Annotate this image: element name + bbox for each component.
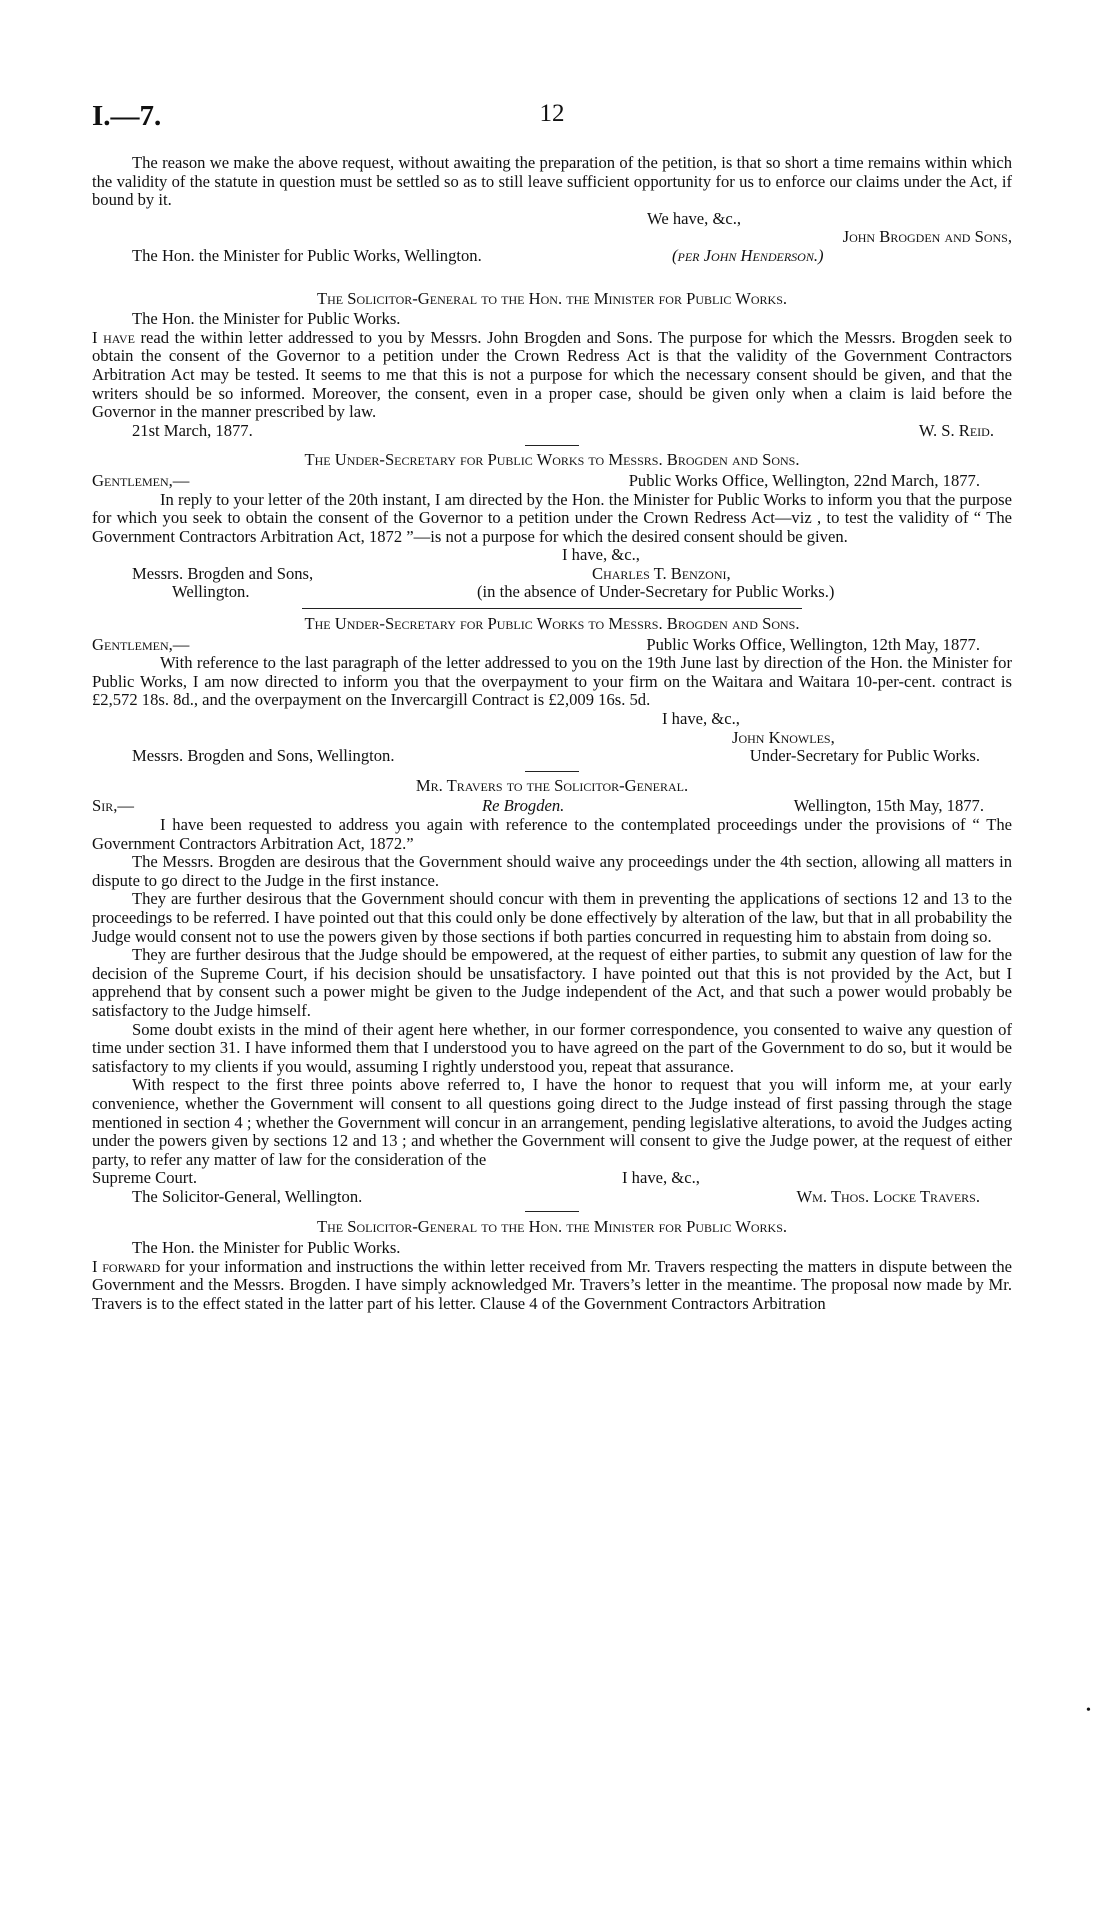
addressee-line-1: Messrs. Brogden and Sons, (132, 563, 314, 583)
letter-title: Mr. Travers to the Solicitor-General. (415, 775, 689, 795)
letter-under-secretary-1 (92, 451, 1012, 602)
letter-body (92, 1258, 1012, 1314)
signature-title: Under-Secretary for Public Works. (749, 746, 980, 766)
closing: I have, &c., (622, 1168, 700, 1188)
letter-under-secretary-2 (92, 615, 1012, 766)
re-line: Re Brogden. (482, 796, 565, 816)
paragraph: They are further desirous that the Judge should be empowered, at the request of either parties, to submit any question of law for the decision of the Supreme Court, if his decision should be unsatisfactory. I have pointed out that this is not provided by the Act, but I apprehend that by consent such a power might be given to the Judge independent of the Act, and that such a power would probably be satisfactory to the Judge himself. (92, 945, 1012, 1020)
section-divider (302, 608, 802, 609)
addressee: The Solicitor-General, Wellington. (132, 1186, 363, 1206)
letter-body: In reply to your letter of the 20th instant, I am directed by the Hon. the Minister for Public Works to inform you that the purpose for which you seek to obtain the consent of the Governor to a petition under the Crown Redress Act—viz , to test the validity of “ The Government Contractors Arbitration Act, 1872 ”—is not a purpose for which the desired consent should be given. (92, 489, 1012, 546)
signature-note: (in the absence of Under-Secretary for Public Works.) (477, 582, 835, 602)
salutation: Sir,— (92, 796, 134, 816)
addressee: The Hon. the Minister for Public Works, Wellington. (132, 245, 482, 265)
signature: John Knowles, (732, 727, 835, 747)
addressee: Messrs. Brogden and Sons, Wellington. (132, 746, 395, 766)
letter-title: The Under-Secretary for Public Works to Messrs. Brogden and Sons. (304, 450, 800, 470)
place-date: Wellington, 15th May, 1877. (793, 796, 984, 816)
salutation: The Hon. the Minister for Public Works. (132, 1238, 401, 1258)
letter-solicitor-general-1 (92, 290, 1012, 441)
letter-travers (92, 777, 1012, 1207)
letter-body: With reference to the last paragraph of the letter addressed to you on the 19th June last by direction of the Hon. the Minister for Public Works, I am now directed to inform you that the overpayment to your firm on the Waitara and Waitara 10-per-cent. contract is £2,572 18s. 8d., and the overpayment on the Invercargill Contract is £2,009 16s. 5d. (92, 653, 1012, 710)
margin-mark: • (1086, 1703, 1091, 1718)
signature: Charles T. Benzoni, (592, 563, 731, 583)
paragraph-end: Supreme Court. (92, 1168, 198, 1188)
paragraph: With respect to the first three points above referred to, I have the honor to request that you will inform me, at your early convenience, whether the Government will consent to all questions going direct to the Judge instead of first passing through the stage mentioned in section 4 ; whether the Government will concur in an arrangement, pending legislative alterations, to avoid the Judges acting under the powers given by sections 12 and 13 ; and whether the Government will consent to give the Judge power, at the request of either party, to refer any matter of law for the consideration of the (92, 1075, 1012, 1169)
letter-solicitor-general-2 (92, 1218, 1012, 1313)
body-text: read the within letter addressed to you by Messrs. John Brogden and Sons. The purpose for which the Messrs. Brogden seek to obtain the consent of the Governor to a petition under the Crown Redress Act is that the validity of the Government Contractors Arbitration Act may be tested. It seems to me that this is not a purpose for which the necessary consent should be given, and that the writers should be so informed. Moreover, the consent, even in a proper case, should be given only when a claim is laid before the Governor in the manner prescribed by law. (92, 327, 1012, 422)
letter-body (92, 329, 1012, 422)
opening-words: I have (92, 327, 135, 347)
page-content (92, 154, 1012, 1313)
letter-title: The Solicitor-General to the Hon. the Minister for Public Works. (316, 288, 788, 308)
section-divider (525, 445, 579, 446)
addressee-line-2: Wellington. (172, 582, 250, 602)
page-header (92, 100, 1012, 140)
place-date: Public Works Office, Wellington, 22nd March, 1877. (628, 470, 980, 490)
per-signature: (per John Henderson.) (672, 245, 824, 265)
closing: I have, &c., (562, 545, 640, 565)
document-code: I.—7. (92, 100, 162, 132)
place-date: Public Works Office, Wellington, 12th May, 1877. (646, 634, 980, 654)
paragraph: I have been requested to address you again with reference to the contemplated proceedings under the provisions of “ The Government Contractors Arbitration Act, 1872.” (92, 815, 1012, 853)
letter-body: The reason we make the above request, without awaiting the preparation of the petition, is that so short a time remains within which the validity of the statute in question must be settled so as to still leave sufficient opportunity for us to enforce our claims under the Act, if bound by it. (92, 153, 1012, 210)
signature: John Brogden and Sons, (842, 227, 1012, 247)
letter-title: The Solicitor-General to the Hon. the Minister for Public Works. (316, 1217, 788, 1237)
salutation: The Hon. the Minister for Public Works. (132, 309, 401, 329)
closing: We have, &c., (647, 208, 742, 228)
letter-brogden-continuation (92, 154, 1012, 266)
letter-title: The Under-Secretary for Public Works to Messrs. Brogden and Sons. (304, 614, 800, 634)
opening-words: I forward (92, 1256, 161, 1276)
signature: Wm. Thos. Locke Travers. (796, 1186, 980, 1206)
page-number: 12 (539, 100, 565, 127)
section-divider (525, 771, 579, 772)
letter-date: 21st March, 1877. (132, 420, 253, 440)
salutation: Gentlemen,— (92, 634, 190, 654)
paragraph: The Messrs. Brogden are desirous that the Government should waive any proceedings under the 4th section, allowing all matters in dispute to go direct to the Judge in the first instance. (92, 852, 1012, 890)
body-text: for your information and instructions the within letter received from Mr. Travers respecting the matters in dispute between the Government and the Messrs. Brogden. I have simply acknowledged Mr. Travers’s letter in the meantime. The proposal now made by Mr. Travers is to the effect stated in the latter part of his letter. Clause 4 of the Government Contractors Arbitration (92, 1256, 1012, 1313)
paragraph: Some doubt exists in the mind of their agent here whether, in our former correspondence, you consented to waive any question of time under section 31. I have informed them that I understood you to have agreed on the part of the Government to do so, but it would be satisfactory to my clients if you would, assuming I rightly understood you, repeat that assurance. (92, 1019, 1012, 1076)
section-divider (525, 1211, 579, 1212)
closing: I have, &c., (662, 709, 740, 729)
salutation: Gentlemen,— (92, 470, 190, 490)
paragraph: They are further desirous that the Government should concur with them in preventing the applications of sections 12 and 13 to the proceedings to be referred. I have pointed out that this could only be done effectively by alteration of the law, but that in all probability the Judge would consent not to use the powers given by those sections if both parties concurred in requesting him to abstain from doing so. (92, 889, 1012, 946)
signature: W. S. Reid. (918, 420, 994, 440)
